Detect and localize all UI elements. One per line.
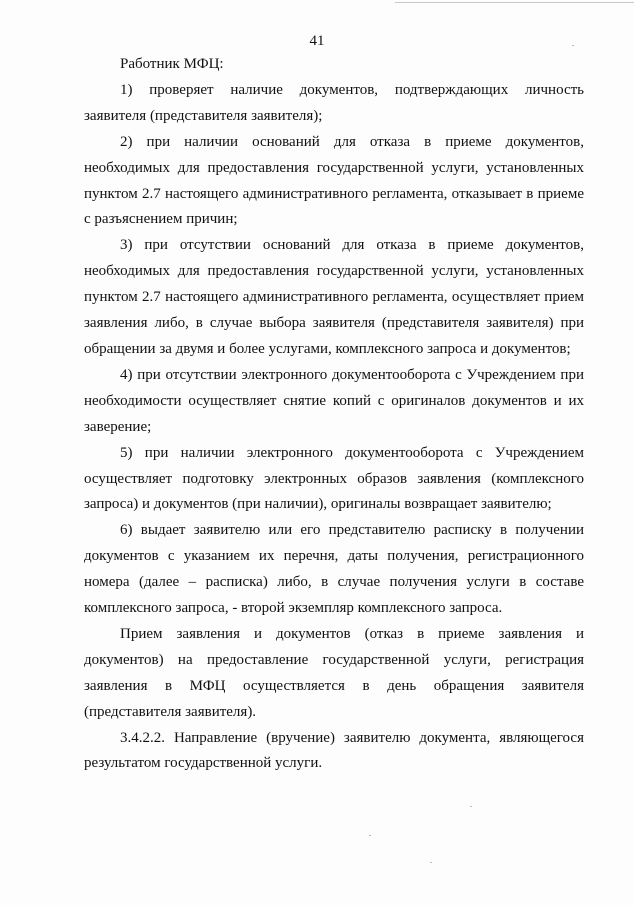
document-body	[84, 52, 584, 777]
scan-speck	[572, 45, 574, 46]
scan-edge-line	[395, 2, 634, 3]
paragraph-item-5: 5) при наличии электронного документооборота с Учреждением осуществляет подготовку электронных образов заявления (комплексного запроса) и документов (при наличии), оригиналы возвращает заявителю;	[84, 444, 584, 513]
page-number: 41	[309, 33, 325, 49]
paragraph-item-4: 4) при отсутствии электронного документооборота с Учреждением при необходимости осуществляет снятие копий с оригиналов документов и их заверение;	[84, 366, 584, 435]
paragraph-item-6: 6) выдает заявителю или его представителю расписку в получении документов с указанием их перечня, даты получения, регистрационного номера (далее – расписка) либо, в случае получения услуги в составе комплексного запроса, - второй экземпляр комплексного запроса.	[84, 522, 584, 617]
paragraph-item-3: 3) при отсутствии оснований для отказа в приеме документов, необходимых для предоставления государственной услуги, установленных пунктом 2.7 настоящего административного регламента, осуществляет прием заявления либо, в случае выбора заявителя (представителя заявителя) при обращении за двумя и более услугами, комплексного запроса и документов;	[84, 237, 584, 357]
paragraph-reception: Прием заявления и документов (отказ в приеме заявления и документов) на предоставление государственной услуги, регистрация заявления в МФЦ осуществляется в день обращения заявителя (представителя заявителя).	[84, 625, 584, 720]
scan-speck	[430, 862, 432, 863]
scan-speck	[470, 806, 472, 807]
paragraph-section-3-4-2-2: 3.4.2.2. Направление (вручение) заявителю документа, являющегося результатом государственной услуги.	[84, 729, 584, 772]
paragraph-item-1: 1) проверяет наличие документов, подтверждающих личность заявителя (представителя заявителя);	[84, 81, 584, 124]
paragraph-item-2: 2) при наличии оснований для отказа в приеме документов, необходимых для предоставления государственной услуги, установленных пунктом 2.7 настоящего административного регламента, отказывает в приеме с разъяснением причин;	[84, 133, 584, 228]
scan-speck	[369, 835, 371, 836]
paragraph-heading: Работник МФЦ:	[120, 56, 224, 72]
